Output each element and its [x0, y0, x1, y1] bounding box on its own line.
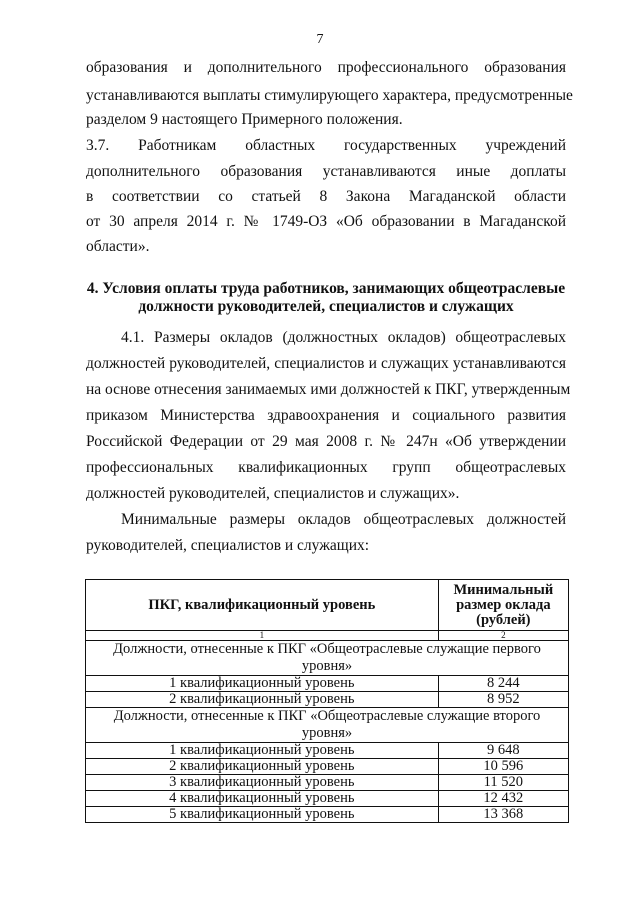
table-header-amount-line-3: (рублей) [476, 611, 531, 628]
paragraph-1-line-3: разделом 9 настоящего Примерного положения. [86, 111, 403, 128]
amount-cell: 8 952 [438, 692, 568, 708]
table-row [86, 692, 569, 708]
amount-cell: 9 648 [438, 743, 568, 759]
paragraph-2-line-5: области». [86, 238, 150, 255]
amount-cell: 11 520 [438, 775, 568, 791]
table-header-amount-line-2: размер оклада [456, 596, 551, 613]
paragraph-2-line-1: 3.7. Работникам областных государственных учреждений [86, 137, 566, 154]
level-cell: 5 квалификационный уровень [86, 807, 439, 823]
group-heading-1: Должности, отнесенные к ПКГ «Общеотраслевые служащие первого уровня» [86, 641, 569, 676]
table-row [86, 676, 569, 692]
group-heading-2: Должности, отнесенные к ПКГ «Общеотраслевые служащие второго уровня» [86, 708, 569, 743]
level-cell: 4 квалификационный уровень [86, 791, 439, 807]
paragraph-3-line-7: должностей руководителей, специалистов и служащих». [86, 485, 460, 502]
paragraph-3-line-3: на основе отнесения занимаемых ими должностей к ПКГ, утвержденным [86, 381, 571, 398]
table-row [86, 775, 569, 791]
paragraph-1-line-1: образования и дополнительного профессионального образования [86, 59, 566, 76]
table-row [86, 807, 569, 823]
paragraph-1-line-2: устанавливаются выплаты стимулирующего характера, предусмотренные [86, 87, 573, 104]
paragraph-3-line-4: приказом Министерства здравоохранения и социального развития [86, 407, 566, 424]
table-header-level: ПКГ, квалификационный уровень [86, 580, 439, 631]
level-cell: 2 квалификационный уровень [86, 692, 439, 708]
table-header-amount-line-1: Минимальный [453, 581, 554, 598]
paragraph-3-line-2: должностей руководителей, специалистов и служащих устанавливаются [86, 355, 566, 372]
level-cell: 3 квалификационный уровень [86, 775, 439, 791]
table-row [86, 743, 569, 759]
salary-table [85, 579, 569, 823]
amount-cell: 10 596 [438, 759, 568, 775]
column-number-2: 2 [438, 631, 568, 641]
level-cell: 1 квалификационный уровень [86, 743, 439, 759]
table-row [86, 759, 569, 775]
paragraph-3-line-5: Российской Федерации от 29 мая 2008 г. № 247н «Об утверждении [86, 433, 566, 450]
table-header-row [86, 580, 569, 631]
page-number: 7 [316, 32, 324, 47]
amount-cell: 8 244 [438, 676, 568, 692]
table-group-row [86, 708, 569, 743]
paragraph-3-line-6: профессиональных квалификационных групп общеотраслевых [86, 459, 566, 476]
paragraph-4-line-2: руководителей, специалистов и служащих: [86, 537, 370, 554]
paragraph-3-line-1: 4.1. Размеры окладов (должностных окладов) общеотраслевых [121, 329, 566, 346]
table-column-numbers-row [86, 631, 569, 641]
table-row [86, 791, 569, 807]
section-heading-line-1: 4. Условия оплаты труда работников, занимающих общеотраслевые [86, 280, 566, 297]
level-cell: 1 квалификационный уровень [86, 676, 439, 692]
paragraph-2-line-4: от 30 апреля 2014 г. № 1749-ОЗ «Об образовании в Магаданской [86, 213, 566, 230]
paragraph-2-line-3: в соответствии со статьей 8 Закона Магаданской области [86, 188, 566, 205]
paragraph-2-line-2: дополнительного образования устанавливаются иные доплаты [86, 163, 566, 180]
table-header-amount [438, 580, 568, 631]
level-cell: 2 квалификационный уровень [86, 759, 439, 775]
amount-cell: 13 368 [438, 807, 568, 823]
column-number-1: 1 [86, 631, 439, 641]
table-group-row [86, 641, 569, 676]
amount-cell: 12 432 [438, 791, 568, 807]
section-heading-line-2: должности руководителей, специалистов и служащих [138, 298, 514, 315]
paragraph-4-line-1: Минимальные размеры окладов общеотраслевых должностей [121, 511, 566, 528]
